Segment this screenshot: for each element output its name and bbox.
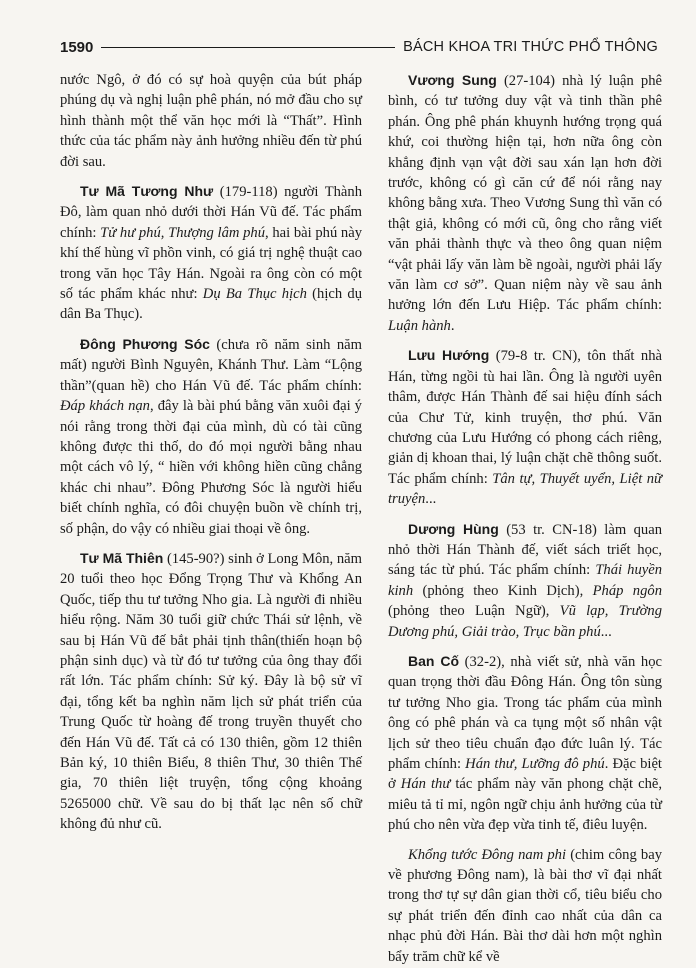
entry-name: Đông Phương Sóc (80, 335, 210, 352)
work-title: Đáp khách nạn (60, 398, 150, 415)
entry-text: (phỏng theo Luận Ngữ), (388, 603, 560, 620)
entry-text: (hịch dụ dân Ba Thục). (60, 286, 362, 323)
entry-name: Tư Mã Thiên (80, 549, 164, 566)
entry-text: (79-8 tr. CN), tôn thất nhà Hán, từng ngồi tù hai lần. Ông là người uyên thâm, được Hán Thành đế sai hiệu đính sách của Chư Tử, kinh truyện, thơ phú. Văn chương của Lưu Hướng có phong cách riêng, giản dị khoan thai, lý luận chặt chẽ thông suốt. Tác phẩm chính: (388, 348, 662, 487)
intro-paragraph (60, 70, 362, 172)
entry-text: . (450, 317, 455, 334)
entry-tu-ma-thien (60, 548, 362, 835)
entry-text: ... (425, 491, 437, 508)
page-number: 1590 (60, 38, 94, 56)
entry-text: (53 tr. CN-18) làm quan nhỏ thời Hán Thành đế, viết sách triết học, sáng tác từ phú. Tác phẩm chính: (388, 521, 662, 579)
entry-name: Dương Hùng (408, 520, 499, 537)
entry-tu-ma-tuong-nhu (60, 181, 362, 325)
intro-text: nước Ngô, ở đó có sự hoà quyện của bút pháp phúng dụ và nghị luận phê phán, nó mở đầu cho sự hình thành một thể văn học mới là “Thất”. Hình thức của tác phẩm này ảnh hưởng nhiều đến từ phú đời sau. (60, 72, 362, 170)
work-title: Tử hư phú, Thượng lâm phú (100, 224, 265, 241)
work-title: Thái huyền kinh (388, 562, 662, 599)
entry-name: Ban Cố (408, 652, 459, 669)
work-title: Pháp ngôn (592, 582, 662, 599)
work-title: Hán thư, Lưỡng đô phú (465, 756, 605, 772)
entry-text: . Đặc biệt ở (388, 756, 662, 793)
entry-vuong-sung (388, 70, 662, 336)
right-column (388, 70, 662, 965)
entry-text: (chưa rõ năm sinh năm mất) người Bình Nguyên, Khánh Thư. Làm “Lộng thần”(quan hề) cho Hán Vũ đế. Tác phẩm chính: (60, 336, 362, 394)
entry-text: (145-90?) sinh ở Long Môn, năm 20 tuổi theo học Đổng Trọng Thư và Khổng An Quốc, tiếp thu tư tưởng Nho gia. Là người đi nhiều hiểu rộng. Năm 30 tuổi giữ chức Thái sử lệnh, về sau bị Hán Vũ đế bắt phải tịnh thân(thiến hoạn bộ phận sinh dục) và từ đó tư tưởng của ông thay đổi rất lớn. Tác phẩm chính: Sử ký. Đây là bộ sử vĩ đại, tổng kết ba nghìn năm lịch sử phát triển của Trung Quốc từ hoàng đế trong truyền thuyết cho đến Hán Vũ đế. Tất cả có 130 thiên, gồm 12 thiên Bản ký, 10 thiên Biểu, 8 thiên Thư, 30 thiên Thế gia, 70 thiên liệt truyện, tổng cộng khoảng 5265000 chữ. Về sau do bị thất lạc nên số chữ không đủ như cũ. (60, 550, 362, 833)
entry-text: (179-118) người Thành Đô, làm quan nhỏ dưới thời Hán Vũ đế. Tác phẩm chính: (60, 184, 363, 241)
header-rule (101, 47, 395, 48)
running-title: BÁCH KHOA TRI THỨC PHỔ THÔNG (403, 39, 658, 55)
entry-text: ... (600, 623, 612, 640)
work-title: Dụ Ba Thục hịch (202, 286, 307, 303)
entry-duong-hung (388, 519, 662, 642)
entry-name: Tư Mã Tương Như (80, 183, 214, 200)
entry-luu-huong (388, 345, 662, 509)
entry-text: , hai bài phú này khí thế hùng vĩ phồn vinh, có giá trị nghệ thuật cao trong văn học Tây Hán. Ngoài ra ông còn có một số tác phẩm khác như: (60, 224, 362, 303)
entry-text: (32-2), nhà viết sử, nhà văn học quan trọng thời đầu Đông Hán. Ông tôn sùng tư tưởng Nho gia. Trong tác phẩm của mình ông có phê phán và ca tụng một số nhân vật lịch sử theo tiêu chuẩn đạo đức luân lý. Tác phẩm chính: (388, 653, 662, 772)
entry-text: (phỏng theo Kinh Dịch), (413, 582, 593, 599)
entry-text: , đây là bài phú bằng văn xuôi đại ý nói rằng trong thời đại của mình, dù có tài cũng không được thi thố, do đó mọi người bằng nhau một cách vô lý, “ hiền với không hiền cũng chẳng khác chi nhau”. Đông Phương Sóc là người hiểu biết chính nghĩa, có đôi chuyện buồn về chính trị, số phận, do vậy có nhiều giai thoại về ông. (60, 398, 362, 537)
work-title: Luận hành (388, 317, 451, 334)
entry-ban-co (388, 651, 662, 836)
entry-name: Lưu Hướng (408, 347, 490, 364)
work-title: Khổng tước Đông nam phi (408, 846, 567, 863)
page-header (60, 36, 658, 58)
entry-text: (27-104) nhà lý luận phê bình, có tư tưởng duy vật và tinh thần phê phán. Ông phê phán khuynh hướng trọng quá khứ, coi thường hiện tại, hơn nữa ông còn khẳng định vạn vật đời sau xán lạn hơn đời trước, không có gì căn cứ để nói rằng nay không bằng xưa. Theo Vương Sung thì văn có thật giả, không có mới cũ, ông cho rằng viết văn phải thành thực và theo ông quan niệm “vật phải lấy văn làm bề ngoài, người phải lấy văn làm cơ sở”. Quan niệm này về sau ảnh hưởng lớn đến Lưu Hiệp. Tác phẩm chính: (388, 73, 662, 314)
entry-dong-phuong-soc (60, 334, 362, 539)
work-title: Vũ lạp, Trường Dương phú, Giải trào, Trục bần phú (388, 603, 662, 640)
entry-text: (chim công bay về phương Đông nam), là bài thơ vĩ đại nhất trong thơ tự sự dân gian thời cổ, tiêu biểu cho sự phát triển đến đỉnh cao nhất của dân ca nhạc phủ đời Hán. Bài thơ dài hơn một nghìn bẩy trăm chữ kể về (388, 846, 662, 965)
entry-name: Vương Sung (408, 72, 497, 88)
work-title: Tân tự, Thuyết uyển, Liệt nữ truyện (388, 470, 662, 508)
work-title: Hán thư (400, 776, 451, 793)
left-column (60, 70, 362, 944)
entry-text: tác phẩm này văn phong chặt chẽ, miêu tả tỉ mỉ, ngôn ngữ chịu ảnh hưởng của từ phú cho nên vừa đẹp vừa tinh tế, điêu luyện. (388, 776, 662, 834)
entry-khong-tuoc-dong-nam-phi (388, 845, 662, 967)
